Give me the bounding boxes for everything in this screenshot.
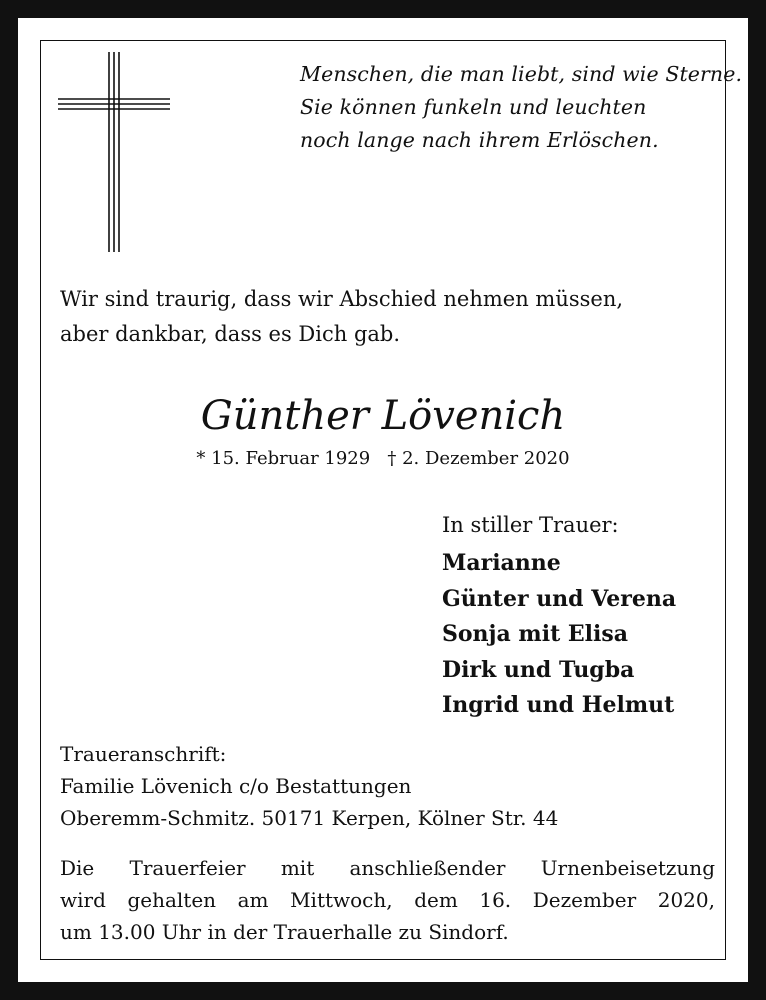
poem-verse [300,58,743,157]
word: dem [414,888,458,912]
poem-line: noch lange nach ihrem Erlöschen. [300,128,659,152]
word: 16. [479,888,512,912]
word: am [237,888,269,912]
birth-date: * 15. Februar 1929 [196,448,371,469]
mourner-name: Sonja mit Elisa [442,621,629,647]
mourner-name: Ingrid und Helmut [442,692,675,718]
word: wird [60,888,106,912]
address-label: Traueranschrift: [60,742,227,766]
mourner-name: Dirk und Tugba [442,656,635,683]
word: Mittwoch, [290,888,393,912]
word: Die [60,856,95,880]
word: Dezember [532,888,637,912]
address-line: Oberemm-Schmitz. 50171 Kerpen, Kölner Str. 44 [60,806,559,830]
life-dates [0,446,766,472]
deceased-name: Günther Lövenich [200,393,566,439]
word: Urnenbeisetzung [540,856,715,880]
intro-text [60,282,720,352]
cross-icon [58,52,170,252]
mourner-name: Marianne [442,550,561,576]
word: Trauerfeier [129,856,246,880]
mourner-name: Günter und Verena [442,585,677,612]
poem-line: Sie können funkeln und leuchten [300,95,647,119]
mourning-address [60,738,720,834]
word: anschließender [349,856,506,880]
poem-line: Menschen, die man liebt, sind wie Sterne. [300,62,743,86]
word: 2020, [657,888,715,912]
ceremony-line-justified [60,884,715,916]
mourners-list [442,546,742,724]
intro-line: Wir sind traurig, dass wir Abschied nehmen müssen, [60,287,624,311]
mourning-heading: In stiller Trauer: [442,513,619,537]
ceremony-notice [60,852,715,948]
word: gehalten [127,888,217,912]
ceremony-line-justified [60,852,715,884]
intro-line: aber dankbar, dass es Dich gab. [60,322,401,346]
address-line: Familie Lövenich c/o Bestattungen [60,774,412,798]
death-date: † 2. Dezember 2020 [387,448,570,469]
word: mit [280,856,315,880]
ceremony-line: um 13.00 Uhr in der Trauerhalle zu Sindorf. [60,920,509,944]
